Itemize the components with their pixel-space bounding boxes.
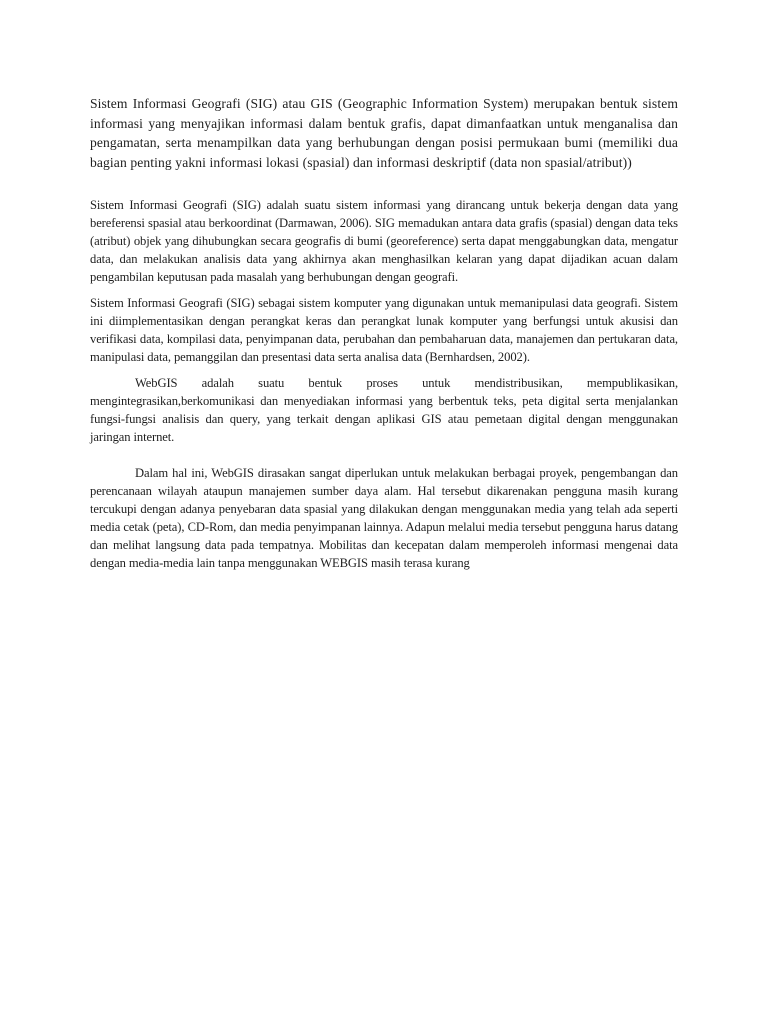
paragraph-sig-bernhardsen: Sistem Informasi Geografi (SIG) sebagai sistem komputer yang digunakan untuk memanipulasi data geografi. Sistem ini diimplementasikan dengan perangkat keras dan perangkat lunak komputer yang berfungsi untuk akusisi dan verifikasi data, kompilasi data, penyimpanan data, perubahan dan pembaharuan data, manajemen dan pertukaran data, manipulasi data, pemanggilan dan presentasi data serta analisa data (Bernhardsen, 2002). bbox=[90, 296, 678, 364]
paragraph-webgis-definition: WebGIS adalah suatu bentuk proses untuk mendistribusikan, mempublikasikan, mengintegrasikan,berkomunikasi dan menyediakan informasi yang berbentuk teks, peta digital serta menjalankan fungsi-fungsi analisis dan query, yang terkait dengan aplikasi GIS atau pemetaan digital dengan menggunakan jaringan internet. bbox=[90, 376, 678, 444]
paragraph-sig-darmawan: Sistem Informasi Geografi (SIG) adalah suatu sistem informasi yang dirancang untuk bekerja dengan data yang bereferensi spasial atau berkoordinat (Darmawan, 2006). SIG memadukan antara data grafis (spasial) dengan data teks (atribut) objek yang dihubungkan secara geografis di bumi (georeference) serta dapat menggabungkan data, mengatur data, dan melakukan analisis data yang akhirnya akan menghasilkan kelaran yang dapat dijadikan acuan dalam pengambilan keputusan pada masalah yang berhubungan dengan geografi. bbox=[90, 198, 678, 284]
paragraph-webgis-need: Dalam hal ini, WebGIS dirasakan sangat diperlukan untuk melakukan berbagai proyek, pengembangan dan perencanaan wilayah ataupun manajemen sumber daya alam. Hal tersebut dikarenakan pengguna masih kurang tercukupi dengan adanya penyebaran data spasial yang dilakukan dengan menggunakan media yang telah ada seperti media cetak (peta), CD-Rom, dan media penyimpanan lainnya. Adapun melalui media tersebut pengguna harus datang dan melihat langsung data pada tempatnya. Mobilitas dan kecepatan dalam memperoleh informasi mengenai data dengan media-media lain tanpa menggunakan WEBGIS masih terasa kurang bbox=[90, 466, 678, 570]
document-body bbox=[90, 94, 678, 572]
paragraph-sig-definition: Sistem Informasi Geografi (SIG) atau GIS (Geographic Information System) merupakan bentuk sistem informasi yang menyajikan informasi dalam bentuk grafis, dapat dimanfaatkan untuk menganalisa dan pengamatan, serta menampilkan data yang berhubungan dengan posisi permukaan bumi (memiliki dua bagian penting yakni informasi lokasi (spasial) dan informasi deskriptif (data non spasial/atribut)) bbox=[90, 96, 678, 170]
